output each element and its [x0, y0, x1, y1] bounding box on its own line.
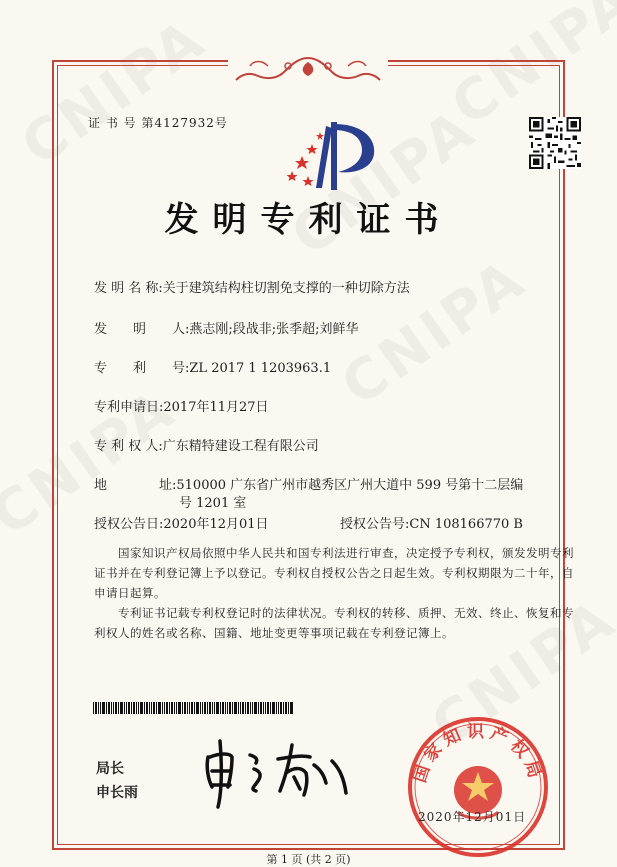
paragraph-line: 国家知识产权局依照中华人民共和国专利法进行审查，决定授予专利权，颁发发明专利 [118, 546, 574, 560]
field-label: 授权公告日: [94, 517, 164, 532]
field-label: 发 明 名 称: [94, 281, 163, 296]
certificate-number: 证 书 号 第4127932号 [88, 116, 228, 130]
field-inventors [94, 318, 359, 337]
cnipa-logo-icon [282, 116, 378, 194]
official-seal-icon [403, 712, 553, 862]
field-value: 2017年11月27日 [163, 400, 269, 415]
page-number: 第 1 页 (共 2 页) [266, 853, 351, 866]
handwritten-signature [200, 735, 350, 810]
legal-notice [94, 603, 584, 643]
field-label: 专 利 权 人: [94, 439, 163, 454]
field-address-line2: 号 1201 室 [179, 496, 247, 511]
field-announcement-date [94, 513, 269, 532]
field-address [94, 474, 523, 493]
signatory-title: 局长 [96, 761, 124, 777]
field-value: 关于建筑结构柱切割免支撑的一种切除方法 [162, 281, 410, 296]
field-value: 燕志刚;段战非;张季超;刘鲜华 [189, 322, 359, 337]
grant-statement [94, 543, 584, 603]
field-label: 专利申请日: [94, 400, 164, 415]
field-filing-date [94, 396, 269, 415]
field-announcement-number [340, 513, 523, 532]
certificate-title: 发明专利证书 [164, 200, 453, 240]
field-patentee [94, 435, 319, 454]
field-value: 2020年12月01日 [163, 517, 269, 532]
field-label: 授权公告号: [340, 517, 410, 532]
field-label: 发 明 人: [94, 322, 190, 337]
barcode-icon [93, 702, 293, 714]
field-patent-number [94, 357, 331, 376]
paragraph-line: 申请日起算。 [94, 586, 166, 600]
field-value: ZL 2017 1 1203963.1 [189, 361, 332, 376]
field-value: 广东精特建设工程有限公司 [162, 439, 319, 454]
ornament-icon [228, 52, 388, 86]
signatory-name: 申长雨 [96, 785, 138, 801]
field-label: 地 址: [94, 478, 177, 493]
paragraph-line: 利权人的姓名或名称、国籍、地址变更等事项记载在专利登记簿上。 [94, 626, 454, 640]
paragraph-line: 证书并在专利登记簿上予以登记。专利权自授权公告之日起生效。专利权期限为二十年，自 [94, 566, 574, 580]
field-invention-name [94, 277, 410, 296]
paragraph-line: 专利证书记载专利权登记时的法律状况。专利权的转移、质押、无效、终止、恢复和专 [118, 606, 574, 620]
qr-code-icon [529, 117, 581, 169]
seal-text: 国家知识产权局 [410, 722, 546, 786]
seal-date: 2020年12月01日 [418, 810, 527, 824]
field-value: 510000 广东省广州市越秀区广州大道中 599 号第十二层编 [176, 478, 524, 493]
field-value: CN 108166770 B [409, 517, 523, 532]
field-label: 专 利 号: [94, 361, 190, 376]
